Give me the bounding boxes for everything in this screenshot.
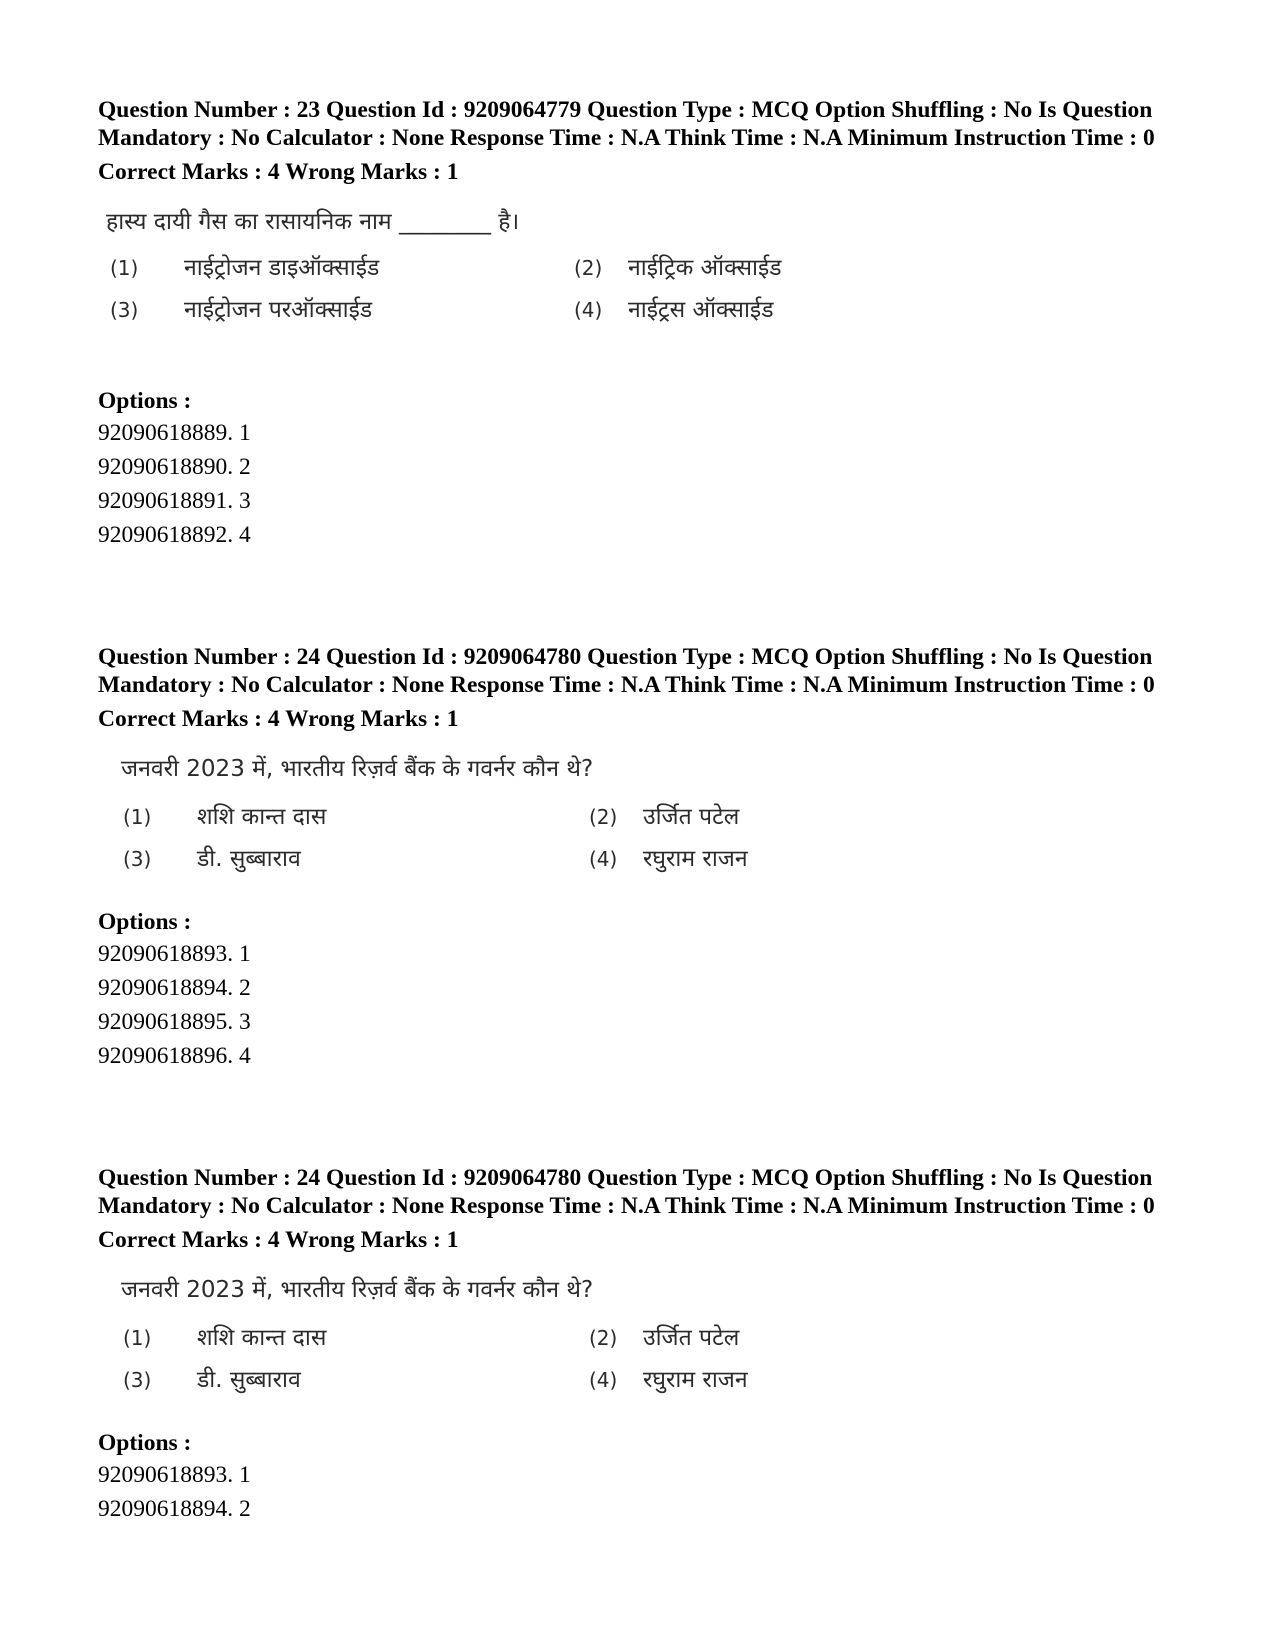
question-24-repeat: [98, 1164, 1188, 1526]
choice-text: नाईट्रिक ऑक्साईड: [628, 255, 782, 281]
choice-text: उर्जित पटेल: [643, 804, 740, 830]
choice-3: [123, 1364, 301, 1396]
option-item: 92090618891. 3: [98, 488, 251, 514]
choice-1: [123, 801, 326, 833]
question-24: [98, 643, 1188, 1073]
option-item: 92090618894. 2: [98, 1496, 251, 1522]
options-list: [98, 1458, 1188, 1526]
options-label: Options :: [98, 388, 192, 414]
choice-row: [106, 252, 1188, 294]
choice-2: [589, 801, 739, 833]
choice-number: (1): [110, 256, 139, 280]
choice-number: (3): [110, 298, 139, 322]
question-marks: Correct Marks : 4 Wrong Marks : 1: [98, 159, 459, 185]
choice-number: (3): [123, 847, 152, 871]
choice-number: (4): [589, 1368, 618, 1392]
choice-1: [110, 252, 379, 284]
choice-number: (2): [574, 256, 603, 280]
choice-number: (1): [123, 805, 152, 829]
choice-text: शशि कान्त दास: [197, 1325, 327, 1351]
choice-text: नाईट्रोजन परऑक्साईड: [184, 297, 373, 323]
option-item: 92090618892. 4: [98, 522, 251, 548]
choice-number: (4): [589, 847, 618, 871]
choice-row: [121, 1364, 1188, 1406]
choice-text: डी. सुब्बाराव: [197, 1367, 301, 1393]
question-stem: जनवरी 2023 में, भारतीय रिज़र्व बैंक के गवर्नर कौन थे?: [121, 756, 594, 782]
question-header: Question Number : 24 Question Id : 9209064780 Question Type : MCQ Option Shuffling : No Is Question Mandatory : No Calculator : None Response Time : N.A Think Time : N.A Minimum Instruction Time : 0: [98, 1165, 1155, 1219]
choice-row: [121, 843, 1188, 885]
choice-text: रघुराम राजन: [643, 1367, 748, 1393]
choice-3: [110, 294, 372, 326]
option-item: 92090618896. 4: [98, 1043, 251, 1069]
question-header: Question Number : 24 Question Id : 9209064780 Question Type : MCQ Option Shuffling : No Is Question Mandatory : No Calculator : None Response Time : N.A Think Time : N.A Minimum Instruction Time : 0: [98, 644, 1155, 698]
choice-text: नाईट्रस ऑक्साईड: [628, 297, 774, 323]
question-content: [98, 753, 1188, 885]
options-list: [98, 416, 1188, 552]
choice-2: [589, 1322, 739, 1354]
option-item: 92090618895. 3: [98, 1009, 251, 1035]
options-list: [98, 937, 1188, 1073]
question-stem: हास्य दायी गैस का रासायनिक नाम ________ है।: [106, 209, 520, 235]
choice-number: (1): [123, 1326, 152, 1350]
choice-row: [121, 1322, 1188, 1364]
option-item: 92090618893. 1: [98, 1462, 251, 1488]
choice-text: डी. सुब्बाराव: [197, 846, 301, 872]
question-content: [98, 206, 1188, 336]
question-content: [98, 1274, 1188, 1406]
options-label: Options :: [98, 909, 192, 935]
question-marks: Correct Marks : 4 Wrong Marks : 1: [98, 706, 459, 732]
choice-4: [589, 843, 748, 875]
choice-4: [574, 294, 774, 326]
choice-text: शशि कान्त दास: [197, 804, 327, 830]
choice-3: [123, 843, 301, 875]
choice-text: नाईट्रोजन डाइऑक्साईड: [184, 255, 380, 281]
question-marks: Correct Marks : 4 Wrong Marks : 1: [98, 1227, 459, 1253]
choice-number: (2): [589, 1326, 618, 1350]
choice-1: [123, 1322, 326, 1354]
choice-number: (4): [574, 298, 603, 322]
choice-4: [589, 1364, 748, 1396]
option-item: 92090618890. 2: [98, 454, 251, 480]
choice-2: [574, 252, 782, 284]
question-23: [98, 96, 1188, 552]
option-item: 92090618893. 1: [98, 941, 251, 967]
choice-number: (2): [589, 805, 618, 829]
options-label: Options :: [98, 1430, 192, 1456]
choice-text: उर्जित पटेल: [643, 1325, 740, 1351]
question-header: Question Number : 23 Question Id : 9209064779 Question Type : MCQ Option Shuffling : No Is Question Mandatory : No Calculator : None Response Time : N.A Think Time : N.A Minimum Instruction Time : 0: [98, 97, 1155, 151]
option-item: 92090618894. 2: [98, 975, 251, 1001]
choice-text: रघुराम राजन: [643, 846, 748, 872]
choice-number: (3): [123, 1368, 152, 1392]
option-item: 92090618889. 1: [98, 420, 251, 446]
question-stem: जनवरी 2023 में, भारतीय रिज़र्व बैंक के गवर्नर कौन थे?: [121, 1277, 594, 1303]
choice-row: [121, 801, 1188, 843]
choice-row: [106, 294, 1188, 336]
